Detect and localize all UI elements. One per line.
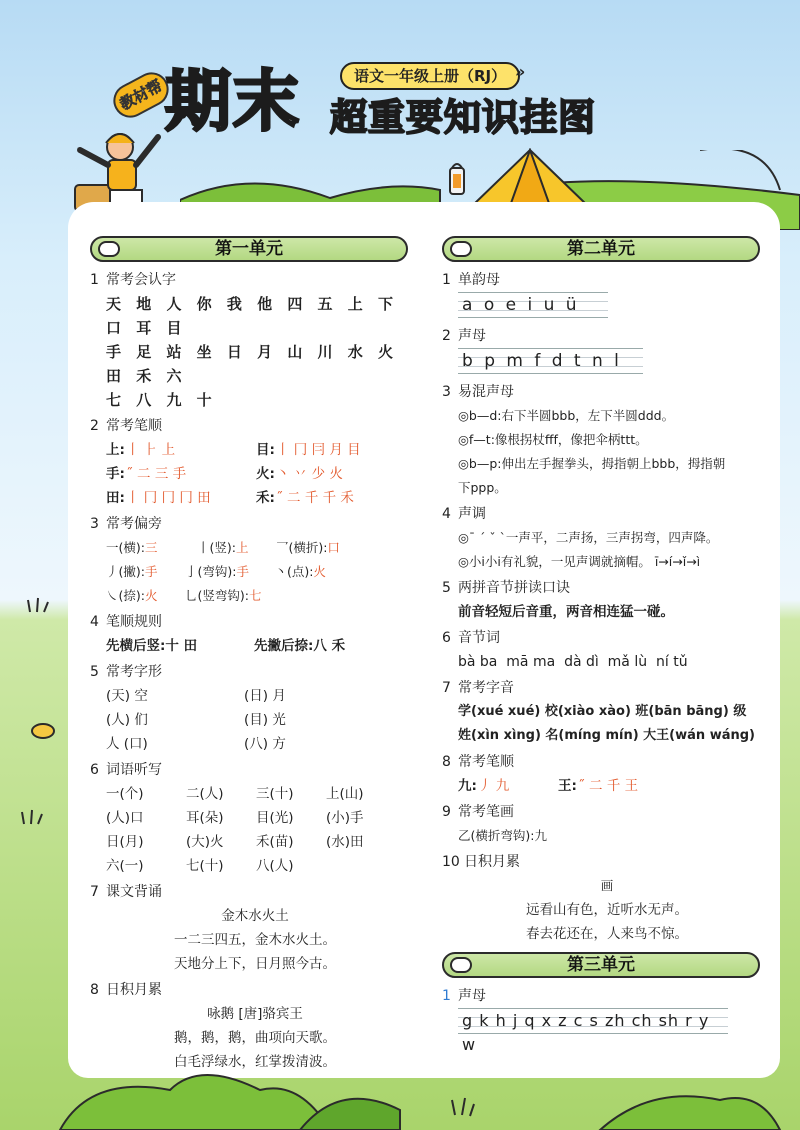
section-heading: 9 常考笔画: [442, 804, 514, 820]
unit1-title: 第一单元: [215, 239, 283, 259]
brand-tag: 教材帮: [107, 66, 174, 123]
double-chevron-icon: »: [515, 62, 526, 81]
stone-icon: [30, 722, 56, 740]
dictation-row: 一(个) 二(人) 三(十) 上(山): [106, 786, 364, 802]
rhyme-line: 前音轻短后音重，两音相连猛一碰。: [458, 604, 674, 620]
tip-line: ◎小i小i有礼貌，一见声调就摘帽。 ī→í→ǐ→ì: [458, 554, 701, 569]
section-heading: 8 日积月累: [90, 982, 162, 998]
unit1-column: [90, 268, 420, 1074]
section-heading: 5 两拼音节拼读口诀: [442, 580, 570, 596]
section-heading: 10 日积月累: [442, 854, 520, 870]
dictation-row: 六(一) 七(十) 八(人): [106, 858, 294, 874]
section-heading: 8 常考笔顺: [442, 754, 514, 770]
shape-row: (天) 空 (日) 月: [106, 688, 286, 704]
poem-line: 天地分上下，日月照今古。: [174, 956, 336, 972]
pronunciation-line: 学(xué xué) 校(xiào xào) 班(bān bāng) 级: [458, 704, 747, 719]
page-title: 期末: [165, 63, 301, 140]
unit3-header: [442, 952, 760, 978]
radical-row: ㇏(捺): 火 乚(竖弯钩): 七: [106, 588, 262, 603]
grass-tuft-icon: [20, 808, 46, 826]
section-heading: 3 常考偏旁: [90, 516, 162, 532]
poem-line: 一二三四五，金木水火土。: [174, 932, 336, 948]
poem-title: 画: [600, 878, 614, 893]
tip-line: ◎b—d:右下半圆bbb，左下半圆ddd。: [458, 408, 675, 423]
section-heading: 3 易混声母: [442, 384, 514, 400]
section-heading: 2 常考笔顺: [90, 418, 162, 434]
unit2-header: [442, 236, 760, 262]
char-line: 手 足 站 坐 日 月 山 川 水 火 田 禾 六: [106, 343, 399, 385]
subject-pill: 语文一年级上册（RJ）: [340, 62, 520, 90]
section-heading: 2 声母: [442, 328, 486, 344]
dictation-row: 日(月) (大)火 禾(苗) (水)田: [106, 834, 364, 850]
section-heading: 1 单韵母: [442, 272, 500, 288]
shape-row: 人 (口) (八) 方: [106, 736, 286, 752]
tip-line: ◎f—t:像根拐杖fff，像把伞柄ttt。: [458, 432, 648, 447]
shape-row: (人) 们 (目) 光: [106, 712, 286, 728]
section-heading: 4 笔顺规则: [90, 614, 162, 630]
unit1-header: [90, 236, 408, 262]
pinyin-line: b p m f d t n l: [458, 348, 643, 374]
pinyin-line: a o e i u ü: [458, 292, 608, 318]
radical-row: 一(横): 三 丨(竖): 上 乛(横折): 口: [106, 540, 340, 555]
poem-line: 白毛浮绿水，红掌拨清波。: [174, 1054, 336, 1070]
unit2-column: [442, 268, 772, 946]
section-heading: 4 声调: [442, 506, 486, 522]
radical-row: 丿(撇): 手 亅(弯钩): 手 丶(点): 火: [106, 564, 326, 579]
ground-bushes: [0, 1040, 800, 1130]
section-heading: 7 课文背诵: [90, 884, 162, 900]
tip-line: ◎ˉ ˊ ˇ ˋ一声平，二声扬，三声拐弯，四声降。: [458, 530, 719, 545]
unit3-column: [442, 984, 772, 1054]
lantern-icon: [445, 162, 469, 202]
stroke-order-row: 九: 丿 九 王: ˝ 二 千 王: [458, 778, 639, 794]
poem-line: 春去花还在，人来鸟不惊。: [526, 926, 688, 942]
stroke-order-row: 手: ˝ 二 三 手 火: 丶 丷 少 火: [106, 466, 343, 482]
section-heading: 1 常考会认字: [90, 272, 176, 288]
section-heading: 6 音节词: [442, 630, 500, 646]
unit2-title: 第二单元: [567, 239, 635, 259]
pinyin-line: g k h j q x z c s zh ch sh r y w: [458, 1008, 728, 1034]
poem-line: 鹅，鹅，鹅，曲项向天歌。: [174, 1030, 336, 1046]
section-heading: 5 常考字形: [90, 664, 162, 680]
section-heading: 6 词语听写: [90, 762, 162, 778]
char-line: 七 八 九 十: [106, 391, 217, 409]
syllable-line: bà ba mā ma dà dì mǎ lù ní tǔ: [458, 654, 688, 670]
page-subtitle: 超重要知识挂图: [330, 96, 596, 139]
stroke-order-row: 田: 丨 冂 冂 冂 田 禾: ˝ 二 千 千 禾: [106, 490, 354, 506]
poem-title: 金木水火土: [221, 908, 289, 924]
unit3-title: 第三单元: [567, 955, 635, 975]
poem-line: 远看山有色，近听水无声。: [526, 902, 688, 918]
grass-tuft-icon: [26, 596, 52, 614]
tip-line: ◎b—p:伸出左手握拳头，拇指朝上bbb，拇指朝: [458, 456, 726, 471]
char-line: 天 地 人 你 我 他 四 五 上 下 口 耳 目: [106, 295, 399, 337]
poem-title: 咏鹅 [唐]骆宾王: [207, 1006, 303, 1022]
rule-row: 先横后竖:十 田 先撇后捺:八 禾: [106, 638, 346, 654]
stroke-line: 乙(横折弯钩):九: [458, 828, 547, 843]
tent-illustration: [470, 148, 590, 210]
pronunciation-line: 姓(xìn xìng) 名(míng mín) 大王(wán wáng): [458, 728, 755, 743]
section-heading: 7 常考字音: [442, 680, 514, 696]
stroke-order-row: 上: 丨 ⺊ 上 目: 丨 冂 冃 月 目: [106, 442, 361, 458]
section-heading: 1 声母: [442, 988, 486, 1004]
dictation-row: (人)口 耳(朵) 目(光) (小)手: [106, 810, 364, 826]
tip-line: 下ppp。: [458, 480, 507, 495]
